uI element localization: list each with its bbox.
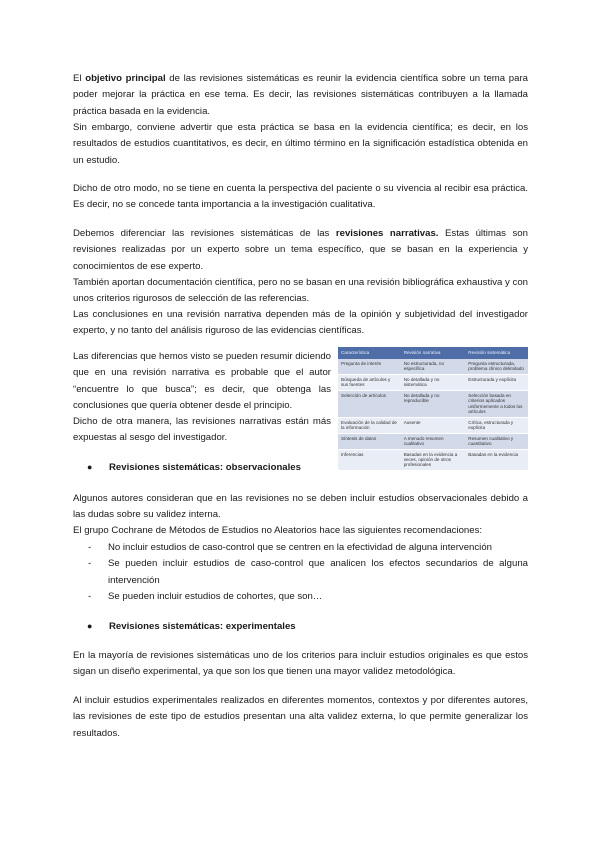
paragraph-dicho-otro-modo: Dicho de otro modo, no se tiene en cuenta la perspectiva del paciente o su vivencia al recibir esa práctica. Es decir, no se concede tanta importancia a la investigación cualitativa.	[73, 183, 528, 211]
float-text-block	[73, 349, 331, 447]
table-cell: No detallada y no reproducible	[401, 390, 466, 417]
paragraph-conclusiones: Las conclusiones en una revisión narrativa dependen más de la opinión y subjetividad del investigador experto, y no tanto del análisis riguroso de las evidencias científicas.	[73, 309, 528, 337]
heading-text: Revisiones sistemáticas: experimentales	[109, 621, 296, 632]
list-item-text: No incluir estudios de caso-control que se centren en la efectividad de alguna intervención	[108, 542, 492, 553]
paragraph-otra-manera: Dicho de otra manera, las revisiones narrativas están más expuestas al sesgo del investigador.	[73, 416, 331, 444]
table-header: Revisión narrativa	[401, 347, 466, 359]
table-cell: Selección de artículos	[338, 390, 401, 417]
text-run: de las revisiones sistemáticas es reunir la evidencia científica sobre un tema para poder mejorar la práctica en ese tema. Es decir, las revisiones sistemáticas contribuyen a la llamada práctica basada en la evidencia.	[73, 73, 528, 117]
paragraph-algunos-autores: Algunos autores consideran que en las revisiones no se deben incluir estudios observacionales debido a las dudas sobre su validez interna.	[73, 493, 528, 521]
heading-text: Revisiones sistemáticas: observacionales	[109, 462, 301, 473]
text-run: Estas últimas son revisiones realizadas por un experto sobre un tema específico, que se basan en la experiencia y conocimientos de ese experto.	[73, 228, 528, 272]
paragraph-objetivo	[73, 71, 528, 120]
table-cell: Evaluación de la calidad de la información	[338, 417, 401, 433]
table-row	[338, 449, 528, 470]
paragraph-documentacion: También aportan documentación científica, pero no se basan en una revisión bibliográfica exhaustiva y con unos criterios rigurosos de selección de las referencias.	[73, 277, 528, 305]
table-cell: Resumen cualitativo y cuantitativo	[465, 433, 528, 449]
table-cell: Basadas en la evidencia	[465, 449, 528, 470]
list-item-text: Se pueden incluir estudios de cohortes, que son…	[108, 590, 323, 602]
paragraph-mayoria: En la mayoría de revisiones sistemáticas uno de los criterios para incluir estudios originales es que estos sigan un diseño experimental, ya que son los que tienen una mayor validez metodológica.	[73, 650, 528, 678]
table-cell: Búsqueda de artículos y sus fuentes	[338, 374, 401, 390]
recommendations-list	[88, 540, 528, 605]
table-cell: Basadas en la evidencia a veces, opinión de otros profesionales	[401, 449, 466, 470]
comparison-table	[338, 347, 528, 471]
table-row	[338, 417, 528, 433]
dash-icon: -	[88, 590, 92, 602]
list-item	[88, 589, 528, 605]
dash-icon: -	[88, 558, 92, 570]
bold-term: objetivo principal	[85, 73, 166, 84]
section-heading-experimentales	[87, 618, 296, 635]
table-header: Revisión sistemática	[465, 347, 528, 359]
table-row	[338, 374, 528, 390]
paragraph-sin-embargo: Sin embargo, conviene advertir que esta práctica se basa en la evidencia científica; es decir, en los resultados de estudios cuantitativos, es decir, en último término en la significación estadística obtenida en un estudio.	[73, 122, 528, 166]
list-item	[88, 540, 528, 556]
table-header-row	[338, 347, 528, 359]
text-run: Debemos diferenciar las revisiones sistemáticas de las	[73, 228, 336, 239]
paragraph-al-incluir: Al incluir estudios experimentales realizados en diferentes momentos, contextos y por diferentes autores, las revisiones de este tipo de estudios presentan una alta validez externa, lo que permite generalizar los resultados.	[73, 695, 528, 739]
paragraph-diferencias: Las diferencias que hemos visto se pueden resumir diciendo que en una revisión narrativa es probable que el autor “encuentre lo que busca”; es decir, que obtenga las conclusiones que quería obtener desde el principio.	[73, 351, 331, 411]
table-row	[338, 359, 528, 374]
table-header: Característica	[338, 347, 401, 359]
table-cell: No estructurada, no específica	[401, 359, 466, 374]
table-row	[338, 390, 528, 417]
table-cell: Selección basada en criterios aplicados uniformemente a todos los artículos	[465, 390, 528, 417]
list-item-text: Se pueden incluir estudios de caso-control que analicen los efectos secundarios de alguna intervención	[108, 558, 528, 586]
section-heading-observacionales	[87, 459, 301, 476]
table-cell: Síntesis de datos	[338, 433, 401, 449]
table-cell: A menudo resumen cualitativo	[401, 433, 466, 449]
bold-term: revisiones narrativas.	[335, 228, 439, 239]
bullet-icon: ●	[87, 621, 93, 631]
table-cell: Inferencias	[338, 449, 401, 470]
table-cell: Crítica, estructurada y explícita	[465, 417, 528, 433]
paragraph-cochrane: El grupo Cochrane de Métodos de Estudios no Aleatorios hace las siguientes recomendaciones:	[73, 525, 483, 536]
bullet-icon: ●	[87, 462, 93, 472]
table-cell: Estructurada y explícita	[465, 374, 528, 390]
table-row	[338, 433, 528, 449]
table-cell: No detallada y no sistemática	[401, 374, 466, 390]
paragraph-revisiones-narrativas	[73, 226, 528, 275]
table-cell: Pregunta de interés	[338, 359, 401, 374]
table-cell: Pregunta estructurada, problema clínico delimitado	[465, 359, 528, 374]
list-item	[88, 556, 528, 589]
dash-icon: -	[88, 542, 92, 553]
table-cell: Ausente	[401, 417, 466, 433]
text-run: El	[73, 73, 86, 84]
